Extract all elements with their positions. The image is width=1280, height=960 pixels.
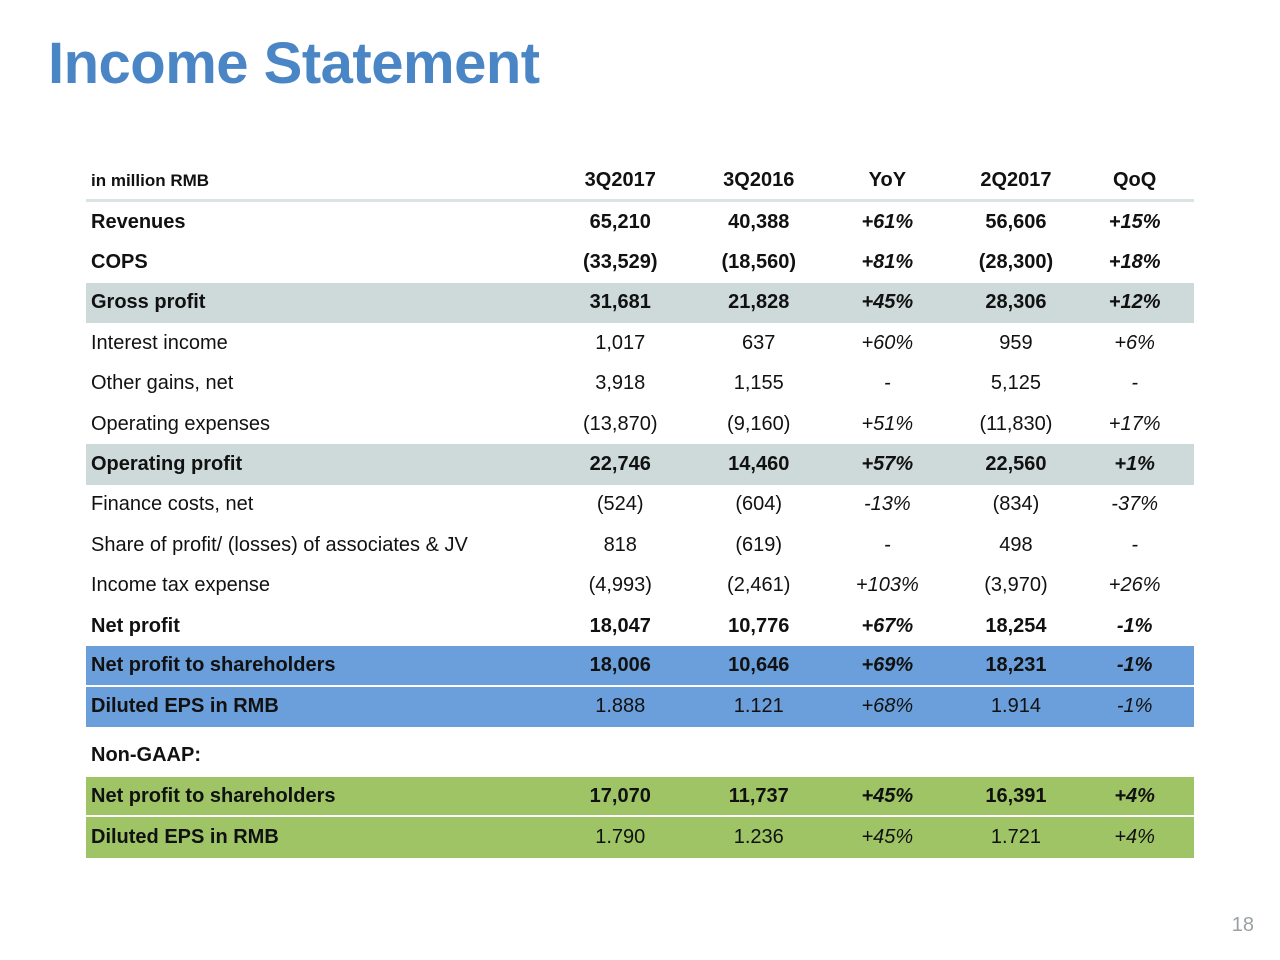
row-label: Income tax expense [91, 574, 270, 597]
value-3q2016: 21,828 [728, 291, 790, 314]
value-qoq: -1% [1116, 653, 1153, 676]
row-label: Diluted EPS in RMB [91, 695, 279, 718]
row-label: Operating profit [91, 453, 243, 476]
column-header-3q2016: 3Q2016 [723, 169, 795, 191]
value-yoy: +81% [861, 251, 914, 274]
value-2q2017: 1.721 [990, 826, 1041, 849]
row-label: Diluted EPS in RMB [91, 826, 279, 849]
value-2q2017: 16,391 [985, 784, 1047, 807]
row-cops [86, 242, 1194, 282]
value-qoq: +26% [1108, 574, 1161, 597]
value-qoq: -1% [1116, 695, 1153, 718]
value-yoy: +51% [861, 412, 914, 435]
value-yoy: +69% [861, 653, 914, 676]
value-3q2016: 1.121 [733, 695, 784, 718]
value-3q2016: 1,155 [733, 372, 784, 395]
value-2q2017: 959 [999, 331, 1033, 354]
row-label: Finance costs, net [91, 493, 254, 516]
value-qoq: +17% [1108, 412, 1161, 435]
page-title: Income Statement [48, 31, 540, 96]
value-3q2017: 3,918 [595, 372, 646, 395]
row-interest-income [86, 323, 1194, 363]
value-qoq: - [1131, 372, 1138, 395]
value-qoq: +1% [1114, 453, 1155, 476]
value-yoy: +67% [861, 614, 914, 637]
value-2q2017: (834) [992, 493, 1040, 516]
row-label: Share of profit/ (losses) of associates & JV [91, 533, 468, 556]
column-header-yoy: YoY [868, 169, 907, 191]
value-3q2016: (9,160) [727, 412, 791, 435]
income-statement-table [86, 162, 1194, 858]
value-3q2016: 10,646 [728, 653, 790, 676]
value-3q2017: 65,210 [589, 210, 651, 233]
value-3q2017: 1.790 [595, 826, 646, 849]
value-qoq: -1% [1116, 614, 1153, 637]
table-header-row [86, 162, 1194, 202]
value-3q2016: 1.236 [733, 826, 784, 849]
row-non-gaap-diluted-eps [86, 817, 1194, 857]
value-3q2016: 11,737 [728, 784, 789, 807]
row-operating-expenses [86, 404, 1194, 444]
row-label: Operating expenses [91, 412, 271, 435]
value-3q2017: 1,017 [595, 331, 646, 354]
value-3q2017: 1.888 [595, 695, 646, 718]
value-yoy: - [884, 372, 891, 395]
row-non-gaap-net-profit-to-shareholders [86, 777, 1194, 817]
value-3q2017: (4,993) [588, 574, 652, 597]
unit-label: in million RMB [91, 170, 210, 190]
value-3q2017: 18,006 [589, 653, 651, 676]
row-revenues [86, 202, 1194, 242]
value-3q2016: 10,776 [728, 614, 790, 637]
value-2q2017: 56,606 [985, 210, 1047, 233]
row-label: COPS [91, 251, 148, 274]
row-label: Net profit [91, 614, 180, 637]
value-2q2017: (3,970) [984, 574, 1048, 597]
value-qoq: - [1131, 533, 1138, 556]
row-finance-costs [86, 485, 1194, 525]
value-2q2017: 18,254 [985, 614, 1047, 637]
row-net-profit-to-shareholders [86, 646, 1194, 686]
value-3q2016: (2,461) [727, 574, 791, 597]
value-yoy: +60% [861, 331, 914, 354]
value-2q2017: (11,830) [979, 412, 1053, 435]
value-3q2017: (524) [596, 493, 644, 516]
row-gross-profit [86, 283, 1194, 323]
row-other-gains [86, 364, 1194, 404]
value-2q2017: 22,560 [985, 453, 1047, 476]
column-header-qoq: QoQ [1112, 169, 1157, 191]
value-yoy: +61% [861, 210, 914, 233]
column-header-3q2017: 3Q2017 [584, 169, 656, 191]
value-qoq: +18% [1108, 251, 1161, 274]
value-yoy: -13% [863, 493, 911, 516]
value-qoq: -37% [1111, 493, 1158, 516]
value-qoq: +4% [1114, 826, 1155, 849]
value-yoy: +68% [861, 695, 914, 718]
row-label: Interest income [91, 331, 228, 354]
row-income-tax-expense [86, 566, 1194, 606]
value-3q2016: 637 [742, 331, 776, 354]
row-net-profit [86, 606, 1194, 646]
value-yoy: +103% [855, 574, 919, 597]
value-2q2017: 1.914 [990, 695, 1041, 718]
value-2q2017: (28,300) [978, 251, 1054, 274]
non-gaap-label: Non-GAAP: [91, 744, 201, 767]
value-yoy: +45% [861, 291, 914, 314]
value-3q2016: (604) [735, 493, 783, 516]
row-label: Gross profit [91, 291, 206, 314]
non-gaap-section [86, 727, 1194, 777]
row-diluted-eps [86, 687, 1194, 727]
value-yoy: +57% [861, 453, 914, 476]
value-qoq: +12% [1108, 291, 1161, 314]
value-2q2017: 498 [999, 533, 1033, 556]
value-qoq: +15% [1108, 210, 1161, 233]
row-operating-profit [86, 444, 1194, 484]
value-3q2017: 22,746 [589, 453, 651, 476]
value-3q2016: 14,460 [728, 453, 790, 476]
column-header-2q2017: 2Q2017 [980, 169, 1052, 191]
value-3q2017: 18,047 [589, 614, 651, 637]
row-share-of-profit-associates [86, 525, 1194, 565]
value-qoq: +6% [1114, 331, 1155, 354]
value-3q2017: 31,681 [589, 291, 651, 314]
value-3q2017: (33,529) [583, 251, 658, 274]
row-label: Net profit to shareholders [91, 784, 336, 807]
value-yoy: - [884, 533, 891, 556]
value-3q2017: 17,070 [589, 784, 651, 807]
value-3q2017: 818 [603, 533, 637, 556]
value-2q2017: 18,231 [985, 653, 1047, 676]
row-label: Net profit to shareholders [91, 653, 336, 676]
row-label: Other gains, net [91, 372, 234, 395]
row-label: Revenues [91, 210, 186, 233]
value-3q2016: (18,560) [721, 251, 796, 274]
value-yoy: +45% [861, 826, 914, 849]
value-2q2017: 5,125 [990, 372, 1041, 395]
value-qoq: +4% [1114, 784, 1155, 807]
value-3q2016: (619) [735, 533, 783, 556]
value-3q2017: (13,870) [583, 412, 658, 435]
value-3q2016: 40,388 [728, 210, 790, 233]
value-2q2017: 28,306 [985, 291, 1047, 314]
value-yoy: +45% [861, 784, 914, 807]
page-number: 18 [1231, 914, 1254, 936]
